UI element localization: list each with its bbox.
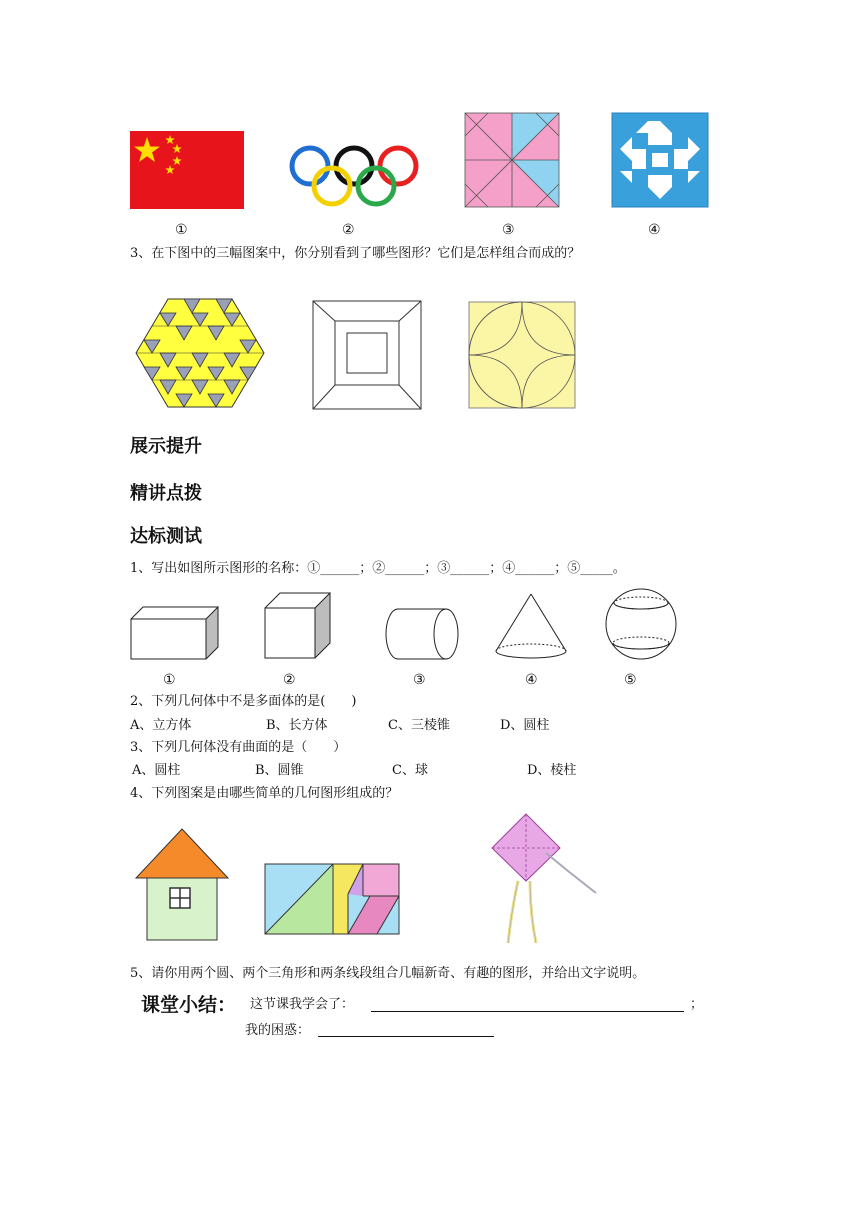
image-label-1: ① <box>175 222 188 238</box>
q3-option-a: A、圆柱 <box>132 763 181 778</box>
summary-title: 课堂小结： <box>141 994 237 1016</box>
china-flag-image <box>130 131 244 209</box>
summary-confusion-blank[interactable] <box>318 1036 494 1037</box>
image-label-3: ③ <box>502 222 515 238</box>
test-question-1: 1、写出如图所示图形的名称：①______；②______；③______；④______；⑤_____。 <box>130 561 626 576</box>
solid-label-3: ③ <box>413 672 426 688</box>
house-image <box>135 828 229 943</box>
cuboid-image <box>130 607 220 661</box>
nested-squares-image <box>313 301 421 409</box>
sphere-image <box>604 587 678 661</box>
solid-label-2: ② <box>283 672 296 688</box>
kite-image <box>490 813 600 945</box>
image-label-4: ④ <box>648 222 661 238</box>
cone-image <box>494 593 568 661</box>
solid-label-5: ⑤ <box>624 672 637 688</box>
tangram-rectangle-image <box>265 864 399 934</box>
heading-show: 展示提升 <box>130 436 202 457</box>
q2-option-d: D、圆柱 <box>500 718 550 733</box>
summary-learned-blank[interactable] <box>371 1011 684 1012</box>
heading-test: 达标测试 <box>130 526 202 547</box>
pinwheel-pattern-image <box>465 113 559 207</box>
heading-explain: 精讲点拨 <box>130 483 202 504</box>
q3-option-d: D、棱柱 <box>527 763 577 778</box>
cylinder-image <box>384 608 460 660</box>
q3-option-b: B、圆锥 <box>255 763 304 778</box>
hexagon-pattern-image <box>136 299 264 407</box>
test-question-5: 5、请你用两个圆、两个三角形和两条线段组合几幅新奇、有趣的图形，并给出文字说明。 <box>130 966 646 981</box>
test-question-2: 2、下列几何体中不是多面体的是( ) <box>130 694 357 709</box>
test-question-4: 4、下列图案是由哪些简单的几何图形组成的？ <box>130 786 399 801</box>
summary-learned-label: 这节课我学会了： <box>250 997 355 1012</box>
summary-learned-end: ； <box>690 997 704 1012</box>
q2-option-a: A、立方体 <box>130 718 192 733</box>
test-question-3: 3、下列几何体没有曲面的是（ ） <box>130 740 347 755</box>
solid-label-4: ④ <box>525 672 538 688</box>
question-3-text: 3、在下图中的三幅图案中，你分别看到了哪些图形？它们是怎样组合而成的？ <box>130 246 581 261</box>
solid-label-1: ① <box>163 672 176 688</box>
image-label-2: ② <box>342 222 355 238</box>
q2-option-b: B、长方体 <box>266 718 328 733</box>
cube-image <box>264 592 332 660</box>
q3-option-c: C、球 <box>392 763 428 778</box>
petal-square-image <box>469 302 575 408</box>
summary-confusion-label: 我的困惑： <box>245 1023 311 1038</box>
q2-option-c: C、三棱锥 <box>388 718 450 733</box>
blue-square-pattern-image <box>612 113 708 207</box>
olympic-rings-image <box>288 140 420 212</box>
